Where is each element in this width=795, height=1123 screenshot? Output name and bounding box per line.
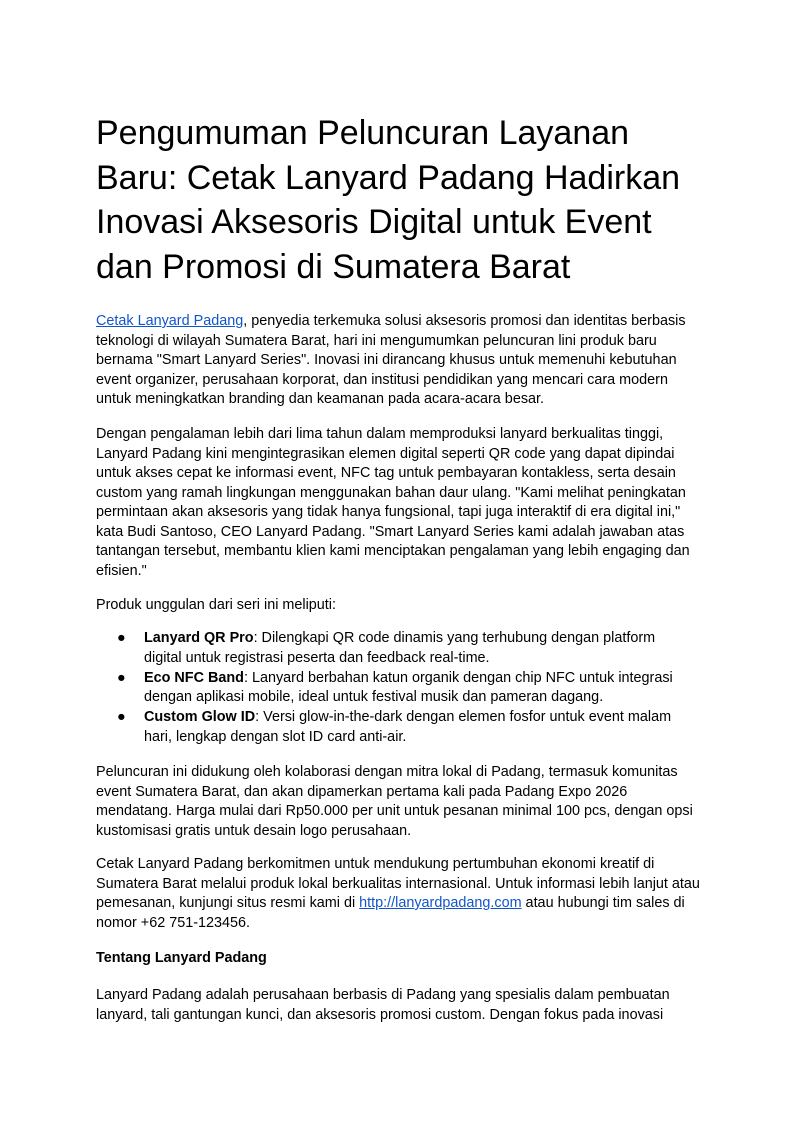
about-paragraph: Lanyard Padang adalah perusahaan berbasis di Padang yang spesialis dalam pembuatan lanyard, tali gantungan kunci, dan aksesoris promosi custom. Dengan fokus pada inovasi — [96, 987, 670, 1023]
feature-desc: : Dilengkapi QR code dinamis yang terhubung dengan platform digital untuk registrasi peserta dan feedback real-time. — [144, 630, 656, 666]
bullet-icon: ● — [117, 630, 126, 646]
website-link[interactable]: http://lanyardpadang.com — [359, 895, 522, 911]
company-link[interactable]: Cetak Lanyard Padang — [96, 313, 244, 329]
feature-name: Lanyard QR Pro — [144, 630, 254, 646]
bullet-icon: ● — [117, 669, 126, 686]
list-item — [96, 669, 696, 708]
feature-desc: : Versi glow-in-the-dark dengan elemen fosfor untuk event malam hari, lengkap dengan slot ID card anti-air. — [144, 709, 672, 745]
contact-paragraph — [96, 855, 706, 933]
contact-text-before: Cetak Lanyard Padang berkomitmen untuk mendukung pertumbuhan ekonomi kreatif di Sumatera Barat melalui produk lokal berkualitas internasional. Untuk informasi lebih lanjut atau pemesanan, kunjungi situs resmi kami di — [96, 856, 700, 911]
feature-name: Custom Glow ID — [144, 709, 256, 725]
experience-paragraph: Dengan pengalaman lebih dari lima tahun dalam memproduksi lanyard berkualitas tinggi, Lanyard Padang kini mengintegrasikan elemen digital seperti QR code yang dapat dipindai untuk akses cepat ke informasi event, NFC tag untuk pembayaran kontakless, serta desain custom yang ramah lingkungan menggunakan bahan daur ulang. "Kami melihat peningkatan permintaan akan aksesoris yang tidak hanya fungsional, tapi juga interaktif di era digital ini," kata Budi Santoso, CEO Lanyard Padang. "Smart Lanyard Series kami adalah jawaban atas tantangan tersebut, membantu klien kami menciptakan pengalaman yang lebih engaging dan efisien." — [96, 426, 690, 579]
feature-list — [96, 629, 696, 748]
bullet-icon: ● — [117, 709, 126, 725]
feature-name: Eco NFC Band — [144, 669, 244, 686]
launch-paragraph: Peluncuran ini didukung oleh kolaborasi dengan mitra lokal di Padang, termasuk komunitas event Sumatera Barat, dan akan dipamerkan pertama kali pada Padang Expo 2026 mendatang. Harga mulai dari Rp50.000 per unit untuk pesanan minimal 100 pcs, dengan opsi kustomisasi gratis untuk desain logo perusahaan. — [96, 764, 693, 839]
list-item — [96, 708, 696, 747]
contact-text-after: atau hubungi tim sales di nomor +62 751-123456. — [96, 895, 685, 931]
intro-text: , penyedia terkemuka solusi aksesoris promosi dan identitas berbasis teknologi di wilayah Sumatera Barat, hari ini mengumumkan peluncuran lini produk baru bernama "Smart Lanyard Series". Inovasi ini dirancang khusus untuk memenuhi kebutuhan event organizer, perusahaan korporat, dan institusi pendidikan yang mencari cara modern untuk meningkatkan branding dan keamanan pada acara-acara besar. — [96, 313, 686, 407]
about-heading: Tentang Lanyard Padang — [96, 950, 267, 966]
products-intro: Produk unggulan dari seri ini meliputi: — [96, 597, 336, 613]
page-title: Pengumuman Peluncuran Layanan Baru: Cetak Lanyard Padang Hadirkan Inovasi Aksesoris Digital untuk Event dan Promosi di Sumatera Barat — [96, 114, 681, 286]
feature-desc: : Lanyard berbahan katun organik dengan chip NFC untuk integrasi dengan aplikasi mobile, ideal untuk festival musik dan pameran dagang. — [144, 669, 673, 705]
intro-paragraph — [96, 312, 706, 410]
list-item — [96, 629, 696, 668]
